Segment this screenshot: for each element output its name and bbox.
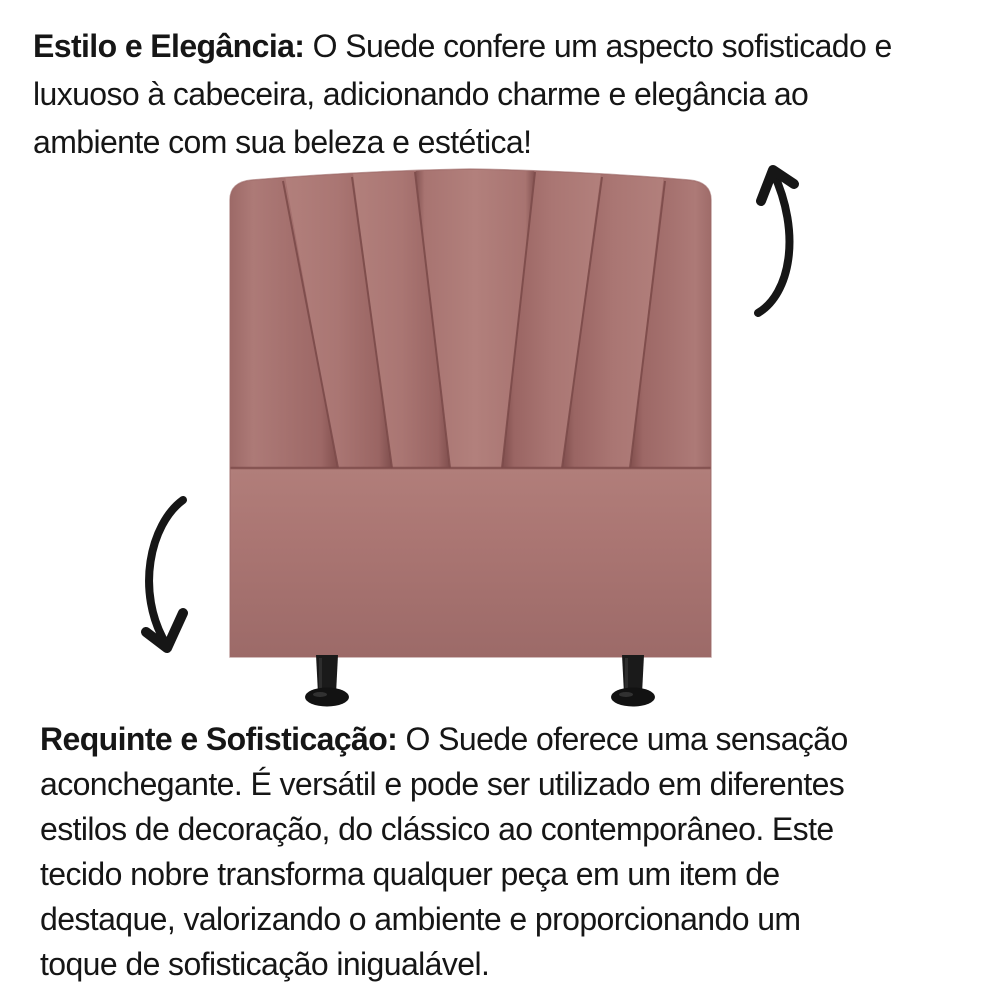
intro-line-1-text: O Suede confere um aspecto sofisticado e — [312, 28, 892, 64]
headboard — [225, 165, 717, 707]
outro-line-5: destaque, valorizando o ambiente e proporcionando um — [40, 901, 801, 937]
outro-line-1-text: O Suede oferece uma sensação — [405, 721, 848, 757]
curved-arrow-up-icon — [758, 170, 794, 313]
headboard-leg-left — [305, 655, 349, 707]
outro-line-1 — [40, 717, 848, 762]
outro-lead: Requinte e Sofisticação: — [40, 721, 398, 757]
outro-line-4: tecido nobre transforma qualquer peça em um item de — [40, 856, 780, 892]
curved-arrow-down-icon — [146, 500, 183, 648]
outro-line-3: estilos de decoração, do clássico ao contemporâneo. Este — [40, 811, 834, 847]
headboard-base-panel — [225, 468, 717, 660]
headboard-leg-right — [611, 655, 655, 707]
outro-line-2: aconchegante. É versátil e pode ser utilizado em diferentes — [40, 766, 845, 802]
outro-paragraph — [40, 717, 848, 987]
headboard-pleats — [225, 165, 717, 661]
intro-lead: Estilo e Elegância: — [33, 28, 305, 64]
intro-line-2: luxuoso à cabeceira, adicionando charme e elegância ao — [33, 76, 809, 112]
intro-line-3: ambiente com sua beleza e estética! — [33, 124, 532, 160]
outro-line-6: toque de sofisticação inigualável. — [40, 946, 490, 982]
